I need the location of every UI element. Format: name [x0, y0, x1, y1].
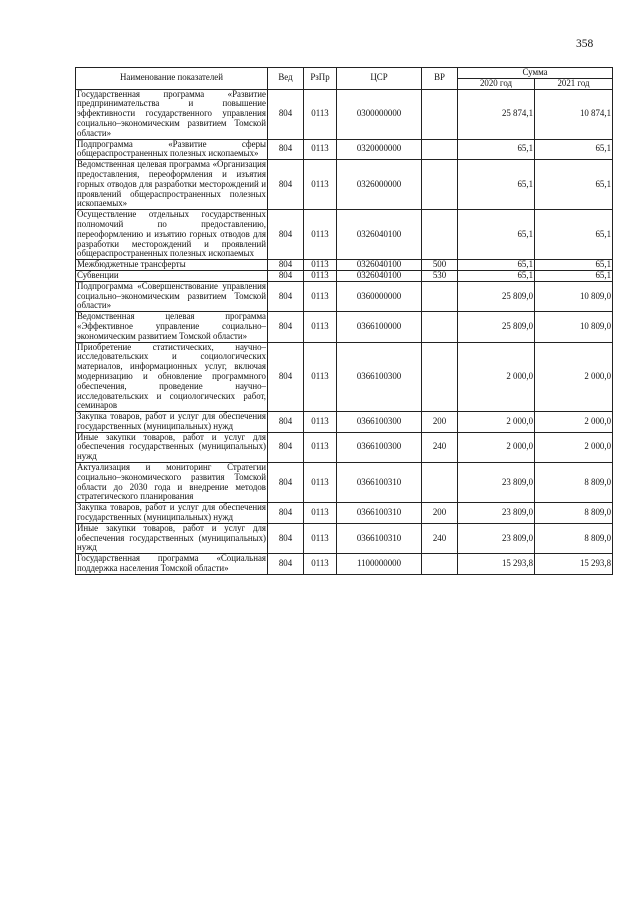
row-sum-2021: 65,1	[535, 270, 613, 281]
row-ved: 804	[268, 312, 304, 342]
row-ved: 804	[268, 554, 304, 575]
row-vr	[422, 89, 458, 139]
row-rzpr: 0113	[304, 554, 337, 575]
row-csr: 0366100300	[337, 432, 422, 462]
row-sum-2021: 15 293,8	[535, 554, 613, 575]
row-vr: 200	[422, 503, 458, 524]
row-ved: 804	[268, 463, 304, 503]
row-name: Приобретение статистических, научно–исследовательских и социологических материалов, информационных услуг, включая модернизацию и обновление программного обеспечения, проведение научно–исследовательских и социологических работ, семинаров	[77, 341, 266, 411]
row-csr: 0326040100	[337, 260, 422, 271]
row-csr: 0326040100	[337, 210, 422, 260]
row-csr: 1100000000	[337, 554, 422, 575]
row-vr	[422, 463, 458, 503]
row-ved: 804	[268, 210, 304, 260]
table-row	[76, 412, 613, 433]
row-name: Межбюджетные трансферты	[76, 260, 268, 271]
row-name: Ведомственная целевая программа «Организация предоставления, переоформления и изъятия горных отводов для разработки месторождений и проявлений общераспространенных полезных ископаемых»	[77, 159, 266, 209]
header-name: Наименование показателей	[76, 68, 268, 90]
header-2020: 2020 год	[458, 78, 535, 89]
row-sum-2021: 10 809,0	[535, 281, 613, 311]
row-sum-2021: 2 000,0	[535, 412, 613, 433]
row-sum-2020: 2 000,0	[458, 342, 535, 412]
table-row	[76, 89, 613, 139]
table-row	[76, 463, 613, 503]
row-sum-2020: 23 809,0	[458, 503, 535, 524]
row-ved: 804	[268, 432, 304, 462]
row-rzpr: 0113	[304, 523, 337, 553]
row-ved: 804	[268, 139, 304, 160]
table-row	[76, 270, 613, 281]
row-sum-2020: 2 000,0	[458, 412, 535, 433]
row-csr: 0366100000	[337, 312, 422, 342]
row-csr: 0360000000	[337, 281, 422, 311]
row-sum-2020: 65,1	[458, 270, 535, 281]
row-ved: 804	[268, 260, 304, 271]
row-sum-2021: 65,1	[535, 160, 613, 210]
row-name: Подпрограмма «Развитие сферы общераспространенных полезных ископаемых»	[77, 138, 266, 159]
row-sum-2021: 10 809,0	[535, 312, 613, 342]
row-sum-2020: 65,1	[458, 260, 535, 271]
table-row	[76, 260, 613, 271]
row-sum-2021: 8 809,0	[535, 503, 613, 524]
row-csr: 0366100310	[337, 463, 422, 503]
row-ved: 804	[268, 89, 304, 139]
row-name: Субвенции	[76, 270, 268, 281]
row-sum-2020: 23 809,0	[458, 523, 535, 553]
row-vr	[422, 160, 458, 210]
row-sum-2021: 65,1	[535, 139, 613, 160]
row-vr	[422, 342, 458, 412]
row-vr: 240	[422, 523, 458, 553]
row-name: Ведомственная целевая программа «Эффективное управление социально–экономическим развитием Томской области»	[77, 311, 266, 341]
row-vr	[422, 281, 458, 311]
row-sum-2020: 15 293,8	[458, 554, 535, 575]
row-rzpr: 0113	[304, 312, 337, 342]
table-row	[76, 210, 613, 260]
row-vr	[422, 210, 458, 260]
row-rzpr: 0113	[304, 210, 337, 260]
page-number: 358	[576, 38, 594, 50]
row-csr: 0366100300	[337, 342, 422, 412]
table-row	[76, 281, 613, 311]
row-vr: 500	[422, 260, 458, 271]
row-rzpr: 0113	[304, 412, 337, 433]
row-vr: 530	[422, 270, 458, 281]
table-row	[76, 139, 613, 160]
row-sum-2021: 8 809,0	[535, 523, 613, 553]
header-csr: ЦСР	[337, 68, 422, 90]
row-sum-2020: 65,1	[458, 139, 535, 160]
row-sum-2020: 25 809,0	[458, 312, 535, 342]
table-row	[76, 432, 613, 462]
row-rzpr: 0113	[304, 260, 337, 271]
row-ved: 804	[268, 523, 304, 553]
row-ved: 804	[268, 342, 304, 412]
row-name: Закупка товаров, работ и услуг для обеспечения государственных (муниципальных) нужд	[77, 411, 266, 431]
row-name: Государственная программа «Социальная поддержка населения Томской области»	[77, 553, 266, 574]
row-csr: 0366100310	[337, 523, 422, 553]
row-csr: 0326000000	[337, 160, 422, 210]
header-vr: ВР	[422, 68, 458, 90]
row-sum-2021: 65,1	[535, 210, 613, 260]
row-sum-2020: 23 809,0	[458, 463, 535, 503]
table-row	[76, 523, 613, 553]
row-sum-2020: 25 809,0	[458, 281, 535, 311]
row-name: Государственная программа «Развитие предпринимательства и повышение эффективности государственного управления социально–экономическим развитием Томской области»	[77, 88, 266, 138]
row-rzpr: 0113	[304, 342, 337, 412]
row-vr	[422, 312, 458, 342]
row-ved: 804	[268, 160, 304, 210]
row-csr: 0326040100	[337, 270, 422, 281]
row-name: Осуществление отдельных государственных полномочий по предоставлению, переоформлению и изъятию горных отводов для разработки месторождений и проявлений общераспространенных полезных ископаемых	[77, 209, 266, 259]
table-row	[76, 503, 613, 524]
row-vr	[422, 554, 458, 575]
row-rzpr: 0113	[304, 432, 337, 462]
row-sum-2021: 10 874,1	[535, 89, 613, 139]
row-rzpr: 0113	[304, 160, 337, 210]
table-body	[76, 89, 613, 574]
table-row	[76, 342, 613, 412]
row-vr: 240	[422, 432, 458, 462]
budget-table	[75, 67, 613, 575]
row-sum-2020: 25 874,1	[458, 89, 535, 139]
row-name: Подпрограмма «Совершенствование управления социально–экономическим развитием Томской области»	[77, 280, 266, 311]
row-name: Закупка товаров, работ и услуг для обеспечения государственных (муниципальных) нужд	[77, 502, 266, 523]
row-csr: 0320000000	[337, 139, 422, 160]
row-rzpr: 0113	[304, 463, 337, 503]
row-csr: 0300000000	[337, 89, 422, 139]
row-vr	[422, 139, 458, 160]
row-vr: 200	[422, 412, 458, 433]
header-sum: Сумма	[458, 68, 613, 79]
row-csr: 0366100310	[337, 503, 422, 524]
row-rzpr: 0113	[304, 503, 337, 524]
row-sum-2021: 8 809,0	[535, 463, 613, 503]
table-row	[76, 312, 613, 342]
row-name: Иные закупки товаров, работ и услуг для обеспечения государственных (муниципальных) нужд	[77, 431, 266, 462]
table-header	[76, 68, 613, 90]
row-sum-2021: 2 000,0	[535, 342, 613, 412]
row-csr: 0366100300	[337, 412, 422, 433]
row-ved: 804	[268, 412, 304, 433]
row-sum-2020: 2 000,0	[458, 432, 535, 462]
row-ved: 804	[268, 503, 304, 524]
row-rzpr: 0113	[304, 281, 337, 311]
table-row	[76, 160, 613, 210]
header-2021: 2021 год	[535, 78, 613, 89]
row-ved: 804	[268, 270, 304, 281]
row-sum-2021: 2 000,0	[535, 432, 613, 462]
row-rzpr: 0113	[304, 270, 337, 281]
row-name: Иные закупки товаров, работ и услуг для обеспечения государственных (муниципальных) нужд	[77, 522, 266, 553]
row-rzpr: 0113	[304, 89, 337, 139]
header-rzpr: РзПр	[304, 68, 337, 90]
row-ved: 804	[268, 281, 304, 311]
table-row	[76, 554, 613, 575]
row-sum-2021: 65,1	[535, 260, 613, 271]
row-name: Актуализация и мониторинг Стратегии социально–экономического развития Томской области до 2030 года и внедрение методов стратегического планирования	[77, 462, 266, 502]
row-sum-2020: 65,1	[458, 210, 535, 260]
row-sum-2020: 65,1	[458, 160, 535, 210]
header-ved: Вед	[268, 68, 304, 90]
row-rzpr: 0113	[304, 139, 337, 160]
